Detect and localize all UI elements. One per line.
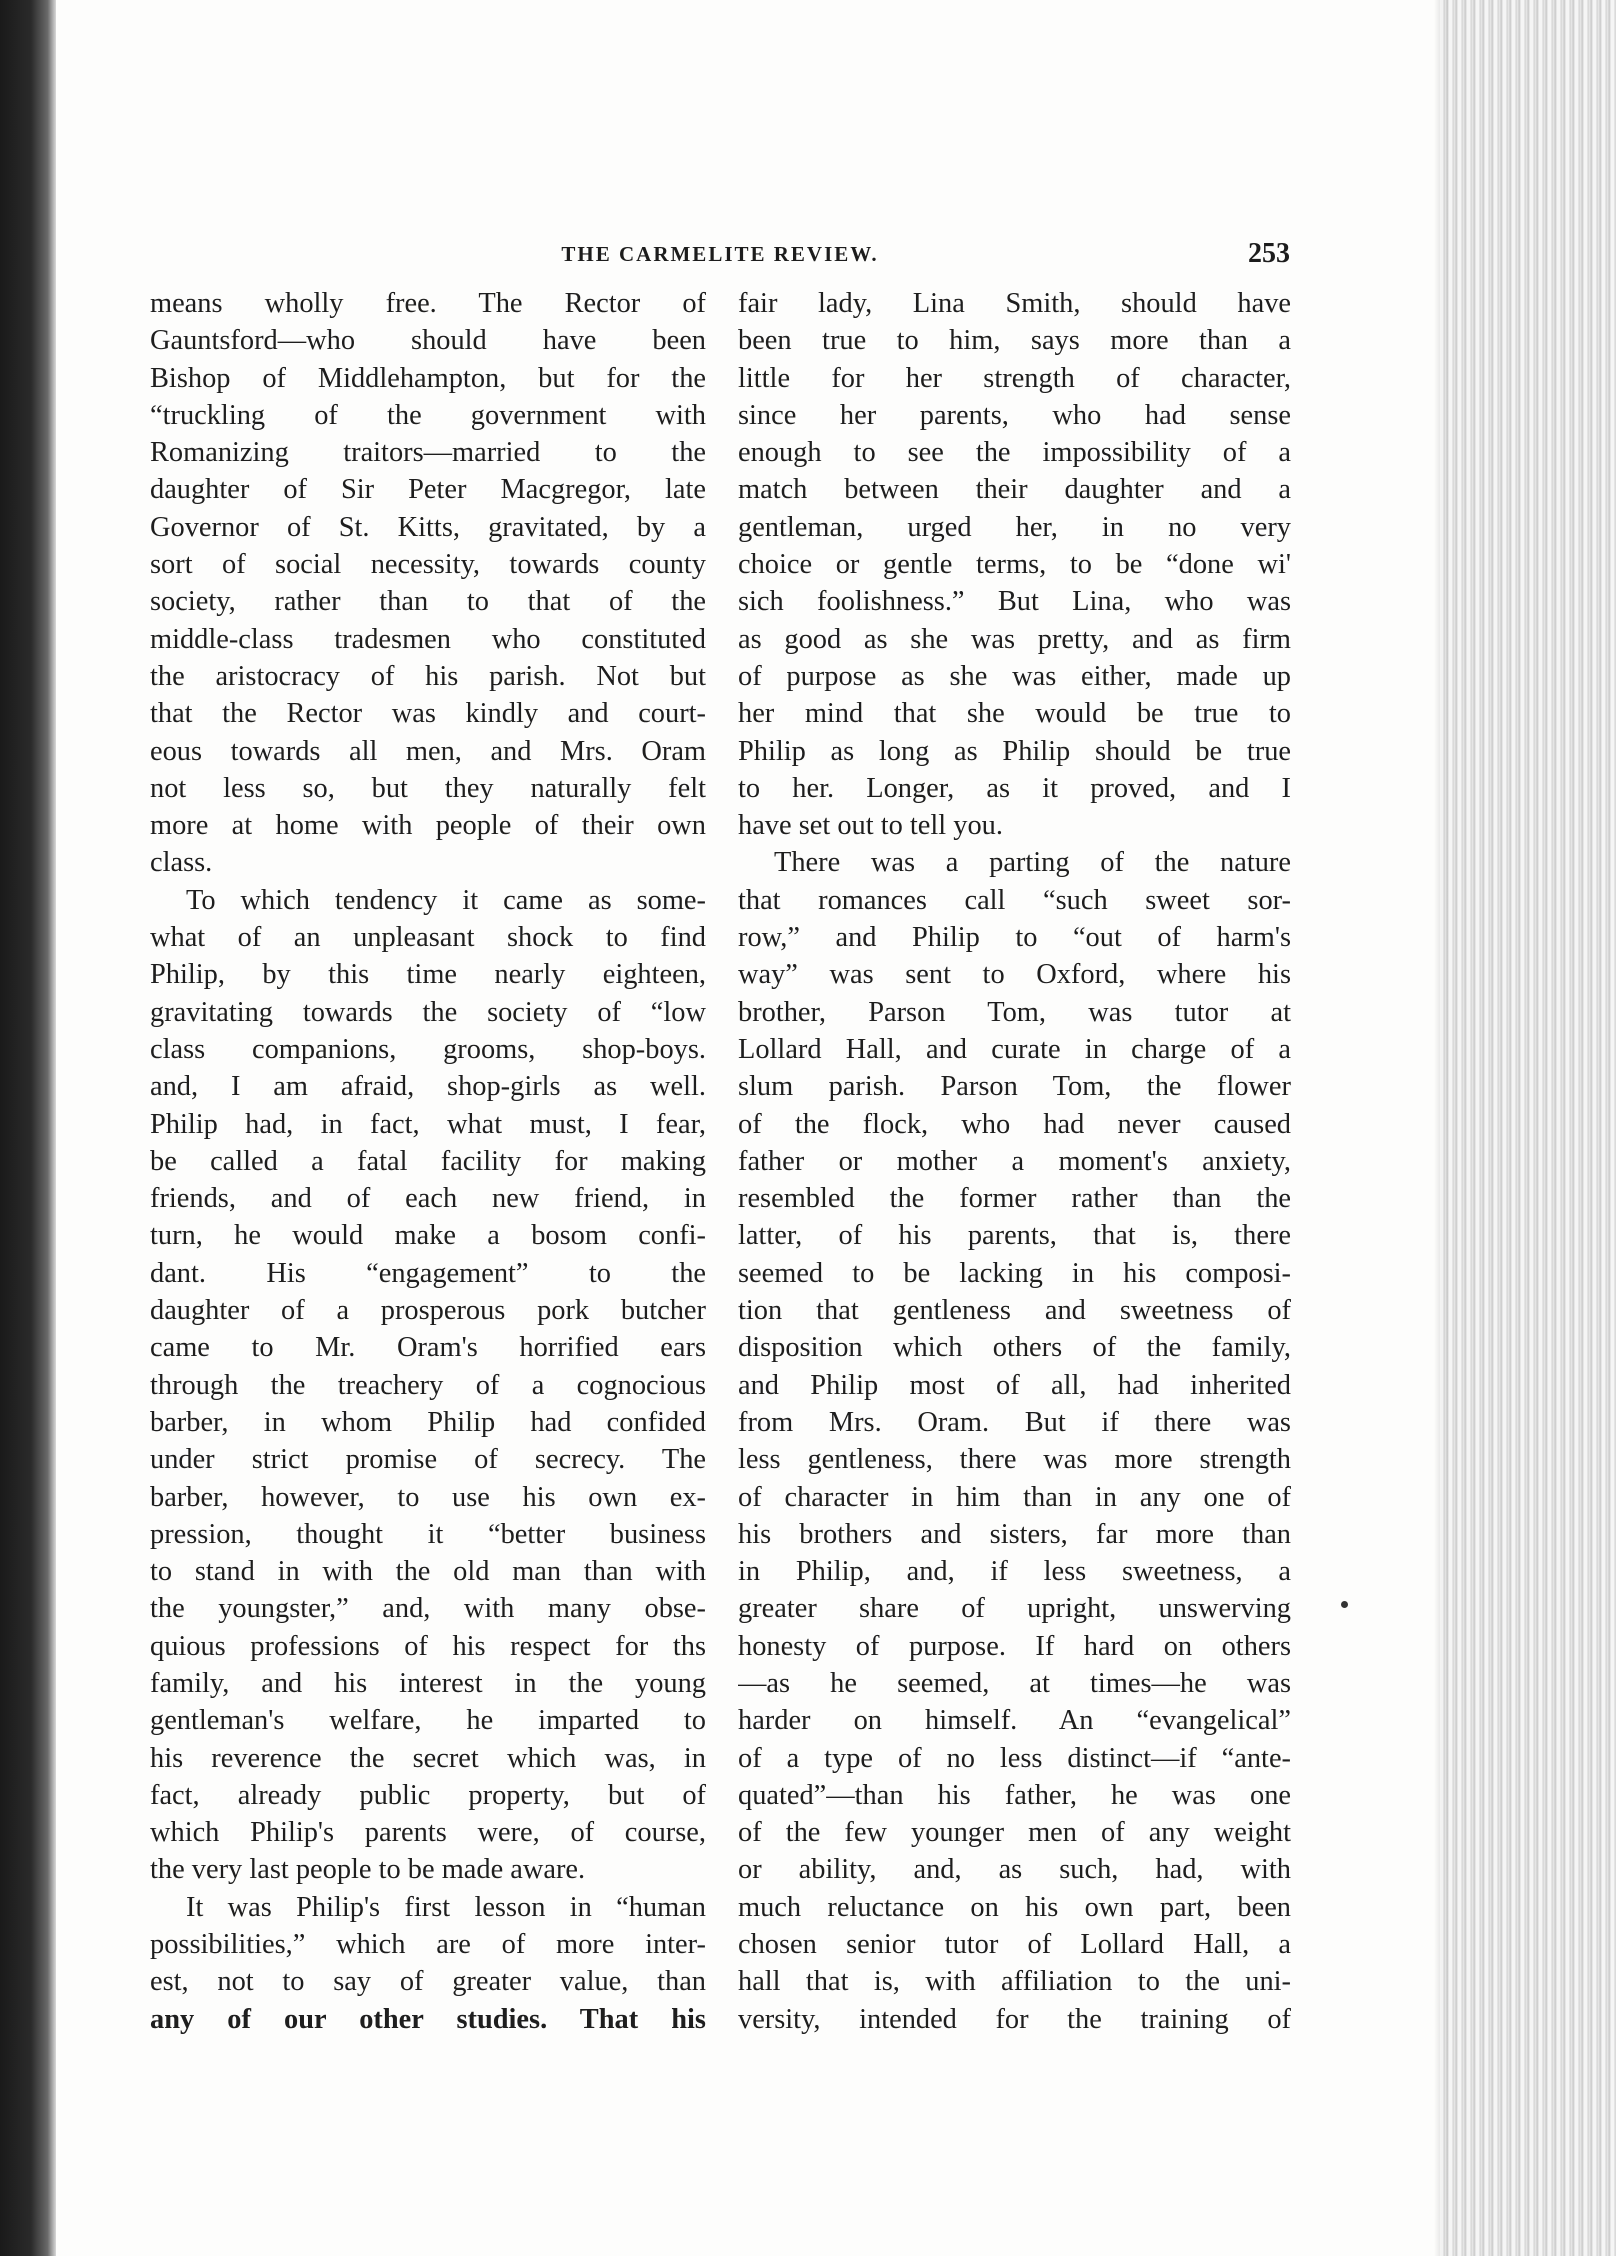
text-line: honesty of purpose. If hard on others — [738, 1630, 1291, 1662]
text-line: Philip, by this time nearly eighteen, — [150, 959, 706, 991]
text-line: or ability, and, as such, had, with — [738, 1854, 1291, 1886]
text-line: fact, already public property, but of — [150, 1779, 706, 1811]
text-line: to stand in with the old man than with — [150, 1556, 706, 1588]
text-line: gentleman, urged her, in no very — [738, 511, 1291, 543]
text-line: Lollard Hall, and curate in charge of a — [738, 1033, 1291, 1065]
text-line: more at home with people of their own — [150, 810, 706, 842]
text-line: hall that is, with affiliation to the uni- — [738, 1966, 1291, 1998]
text-line: barber, however, to use his own ex- — [150, 1481, 706, 1513]
text-line: sich foolishness.” But Lina, who was — [738, 586, 1291, 618]
text-line: the very last people to be made aware. — [150, 1854, 586, 1886]
text-line: Philip as long as Philip should be true — [738, 735, 1291, 767]
text-line: that the Rector was kindly and court- — [150, 698, 706, 730]
text-line: in Philip, and, if less sweetness, a — [738, 1556, 1291, 1588]
text-line: row,” and Philip to “out of harm's — [738, 922, 1291, 954]
page-block-edge — [1440, 0, 1616, 2256]
text-line: which Philip's parents were, of course, — [150, 1817, 706, 1849]
text-line: of the flock, who had never caused — [738, 1108, 1291, 1140]
text-line: and Philip most of all, had inherited — [738, 1369, 1291, 1401]
text-line: disposition which others of the family, — [738, 1332, 1291, 1364]
text-line: his reverence the secret which was, in — [150, 1742, 706, 1774]
text-line: gentleman's welfare, he imparted to — [150, 1705, 706, 1737]
text-line: “truckling of the government with — [150, 399, 706, 431]
text-line: father or mother a moment's anxiety, — [738, 1145, 1291, 1177]
text-line: from Mrs. Oram. But if there was — [738, 1406, 1291, 1438]
text-line: choice or gentle terms, to be “done wi' — [738, 549, 1291, 581]
text-line: the youngster,” and, with many obse- — [150, 1593, 706, 1625]
text-line: daughter of a prosperous pork butcher — [150, 1295, 706, 1327]
text-line: quious professions of his respect for ths — [150, 1630, 706, 1662]
text-line: greater share of upright, unswerving — [738, 1593, 1291, 1625]
text-line: est, not to say of greater value, than — [150, 1966, 706, 1998]
text-line: her mind that she would be true to — [738, 698, 1291, 730]
stray-mark — [1341, 1601, 1348, 1608]
text-line: through the treachery of a cognocious — [150, 1369, 706, 1401]
text-line: There was a parting of the nature — [774, 847, 1291, 879]
text-line: way” was sent to Oxford, where his — [738, 959, 1291, 991]
text-line: Governor of St. Kitts, gravitated, by a — [150, 511, 706, 543]
text-line: his brothers and sisters, far more than — [738, 1518, 1291, 1550]
text-line: less gentleness, there was more strength — [738, 1444, 1291, 1476]
text-line: of a type of no less distinct—if “ante- — [738, 1742, 1291, 1774]
text-line: Gauntsford—who should have been — [150, 325, 706, 357]
text-line: fair lady, Lina Smith, should have — [738, 288, 1291, 319]
text-line: been true to him, says more than a — [738, 325, 1291, 357]
text-line: of the few younger men of any weight — [738, 1817, 1291, 1849]
text-line: daughter of Sir Peter Macgregor, late — [150, 474, 706, 506]
text-line: To which tendency it came as some- — [186, 884, 706, 916]
text-line: as good as she was pretty, and as firm — [738, 623, 1291, 655]
text-line: class companions, grooms, shop-boys. — [150, 1033, 706, 1065]
text-line: match between their daughter and a — [738, 474, 1291, 506]
text-line: family, and his interest in the young — [150, 1667, 706, 1699]
text-line: class. — [150, 847, 213, 879]
running-title: THE CARMELITE REVIEW. — [561, 242, 879, 266]
text-line: what of an unpleasant shock to find — [150, 922, 706, 954]
text-line: of character in him than in any one of — [738, 1481, 1291, 1513]
binding-edge — [0, 0, 56, 2256]
text-line: versity, intended for the training of — [738, 2003, 1291, 2035]
text-line: Philip had, in fact, what must, I fear, — [150, 1108, 706, 1140]
text-line: have set out to tell you. — [738, 810, 1003, 842]
text-line: means wholly free. The Rector of — [150, 288, 706, 319]
text-line: slum parish. Parson Tom, the flower — [738, 1071, 1291, 1103]
text-line: quated”—than his father, he was one — [738, 1779, 1291, 1811]
text-line: little for her strength of character, — [738, 362, 1291, 394]
text-line: barber, in whom Philip had confided — [150, 1406, 706, 1438]
text-line: society, rather than to that of the — [150, 586, 706, 618]
right-text-column — [738, 285, 1291, 2038]
left-text-column — [150, 285, 706, 2038]
text-line: It was Philip's first lesson in “human — [186, 1891, 706, 1923]
text-line: seemed to be lacking in his composi- — [738, 1257, 1291, 1289]
text-line: tion that gentleness and sweetness of — [738, 1295, 1291, 1327]
text-line: that romances call “such sweet sor- — [738, 884, 1291, 916]
text-line: pression, thought it “better business — [150, 1518, 706, 1550]
text-line: enough to see the impossibility of a — [738, 437, 1291, 469]
page-number: 253 — [1248, 238, 1290, 269]
text-line: to her. Longer, as it proved, and I — [738, 772, 1291, 804]
text-line: dant. His “engagement” to the — [150, 1257, 706, 1289]
text-line: and, I am afraid, shop-girls as well. — [150, 1071, 706, 1103]
text-line: be called a fatal facility for making — [150, 1145, 706, 1177]
text-line: friends, and of each new friend, in — [150, 1183, 706, 1215]
text-line: any of our other studies. That his — [150, 2003, 706, 2035]
text-line: latter, of his parents, that is, there — [738, 1220, 1291, 1252]
text-line: harder on himself. An “evangelical” — [738, 1705, 1291, 1737]
text-line: of purpose as she was either, made up — [738, 660, 1291, 692]
text-line: middle-class tradesmen who constituted — [150, 623, 706, 655]
text-line: eous towards all men, and Mrs. Oram — [150, 735, 706, 767]
text-line: Bishop of Middlehampton, but for the — [150, 362, 706, 394]
text-line: Romanizing traitors—married to the — [150, 437, 706, 469]
text-line: turn, he would make a bosom confi- — [150, 1220, 706, 1252]
text-line: resembled the former rather than the — [738, 1183, 1291, 1215]
text-line: came to Mr. Oram's horrified ears — [150, 1332, 706, 1364]
text-line: gravitating towards the society of “low — [150, 996, 706, 1028]
text-line: not less so, but they naturally felt — [150, 772, 706, 804]
running-head — [150, 238, 1290, 276]
text-line: since her parents, who had sense — [738, 399, 1291, 431]
text-line: brother, Parson Tom, was tutor at — [738, 996, 1291, 1028]
text-line: possibilities,” which are of more inter- — [150, 1929, 706, 1961]
text-line: chosen senior tutor of Lollard Hall, a — [738, 1929, 1291, 1961]
text-line: the aristocracy of his parish. Not but — [150, 660, 706, 692]
text-line: much reluctance on his own part, been — [738, 1891, 1291, 1923]
text-line: under strict promise of secrecy. The — [150, 1444, 706, 1476]
text-line: —as he seemed, at times—he was — [738, 1667, 1291, 1699]
text-line: sort of social necessity, towards county — [150, 549, 706, 581]
